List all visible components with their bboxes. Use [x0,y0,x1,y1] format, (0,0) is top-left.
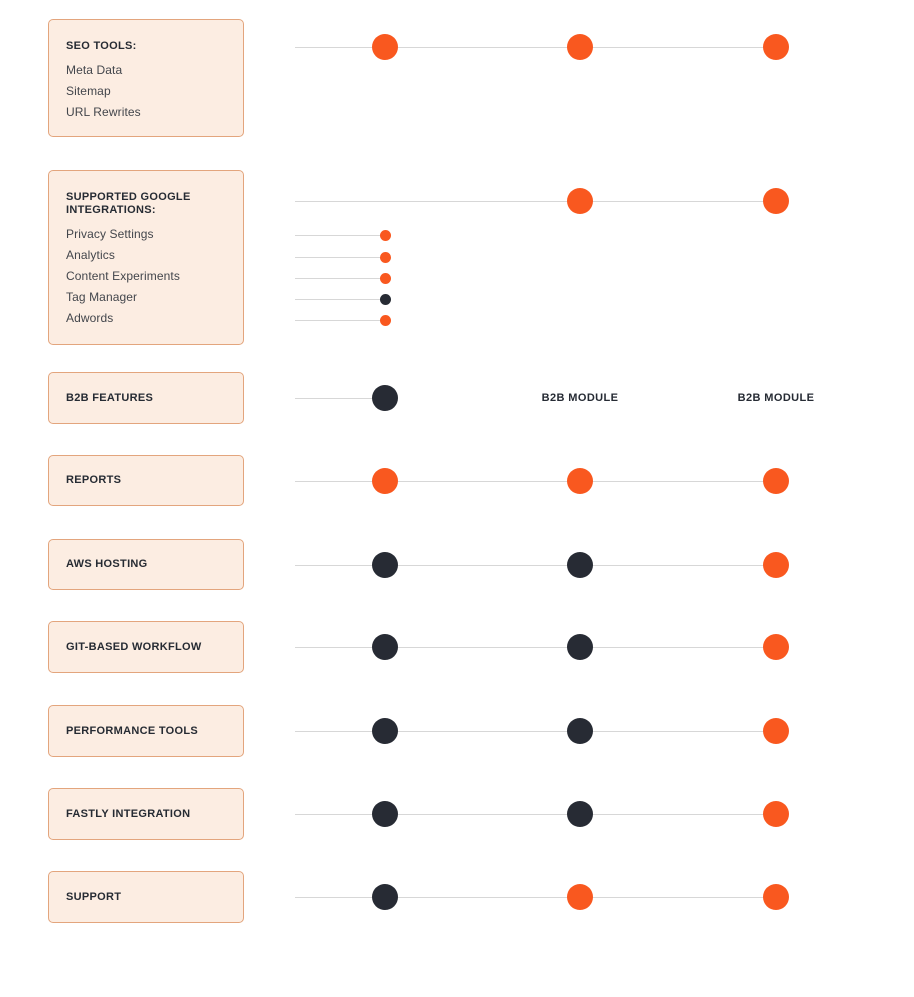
feature-card-title: SEO TOOLS: [66,40,137,52]
feature-card-fastly-integration [48,788,244,840]
connector-line [295,299,380,300]
tier-dot-dark [372,884,398,910]
connector-line [295,257,380,258]
connector-line [295,897,776,898]
feature-card-item: Content Experiments [66,269,180,283]
tier-dot-orange [372,34,398,60]
tier-dot-orange [567,468,593,494]
feature-card-b2b-features [48,372,244,424]
tier-dot-orange [763,188,789,214]
connector-line [295,481,776,482]
feature-card-title: SUPPORT [66,890,122,903]
tier-dot-orange [380,273,391,284]
tier-dot-dark [372,718,398,744]
tier-dot-orange [763,34,789,60]
feature-card-title: FASTLY INTEGRATION [66,807,191,820]
tier-dot-orange [372,468,398,494]
feature-card-item-list [66,224,226,329]
feature-card-item: Tag Manager [66,290,138,304]
feature-card-google-integrations [48,170,244,345]
feature-card-item-list [66,60,226,123]
tier-dot-dark [372,801,398,827]
tier-dot-orange [763,801,789,827]
connector-line [295,814,776,815]
tier-dot-orange [567,34,593,60]
feature-card-title: B2B FEATURES [66,391,154,404]
tier-dot-orange [763,718,789,744]
feature-card-title: PERFORMANCE TOOLS [66,724,199,737]
connector-line [295,278,380,279]
tier-dot-orange [763,884,789,910]
feature-card-item: Privacy Settings [66,227,154,241]
feature-card-support [48,871,244,923]
connector-line [295,47,776,48]
feature-card-item: Sitemap [66,84,111,98]
tier-dot-dark [567,718,593,744]
connector-line [295,235,380,236]
feature-card-title: GIT-BASED WORKFLOW [66,640,202,653]
tier-dot-dark [372,385,398,411]
feature-card-item: Meta Data [66,63,123,77]
tier-dot-orange [763,468,789,494]
tier-dot-orange [567,884,593,910]
tier-dot-orange [763,552,789,578]
feature-card-title: SUPPORTED GOOGLE INTEGRATIONS: [66,191,191,216]
feature-card-git-based-workflow [48,621,244,673]
tier-dot-orange [380,252,391,263]
connector-line [295,320,380,321]
tier-dot-orange [763,634,789,660]
feature-card-seo-tools [48,19,244,137]
connector-line [295,565,776,566]
feature-card-item: Analytics [66,248,115,262]
tier-dot-orange [380,315,391,326]
feature-card-aws-hosting [48,539,244,590]
tier-text-label: B2B MODULE [737,392,815,404]
connector-line [295,731,776,732]
tier-text-label: B2B MODULE [541,392,619,404]
feature-card-reports [48,455,244,506]
connector-line [295,647,776,648]
tier-dot-dark [567,801,593,827]
feature-card-title: REPORTS [66,474,122,486]
tier-dot-dark [567,552,593,578]
feature-card-performance-tools [48,705,244,757]
tier-dot-orange [567,188,593,214]
feature-card-item: Adwords [66,311,114,325]
feature-card-title: AWS HOSTING [66,558,148,570]
tier-dot-dark [567,634,593,660]
tier-dot-dark [372,552,398,578]
tier-dot-dark [372,634,398,660]
tier-dot-dark [380,294,391,305]
feature-card-item: URL Rewrites [66,105,141,119]
tier-dot-orange [380,230,391,241]
connector-line [295,201,776,202]
